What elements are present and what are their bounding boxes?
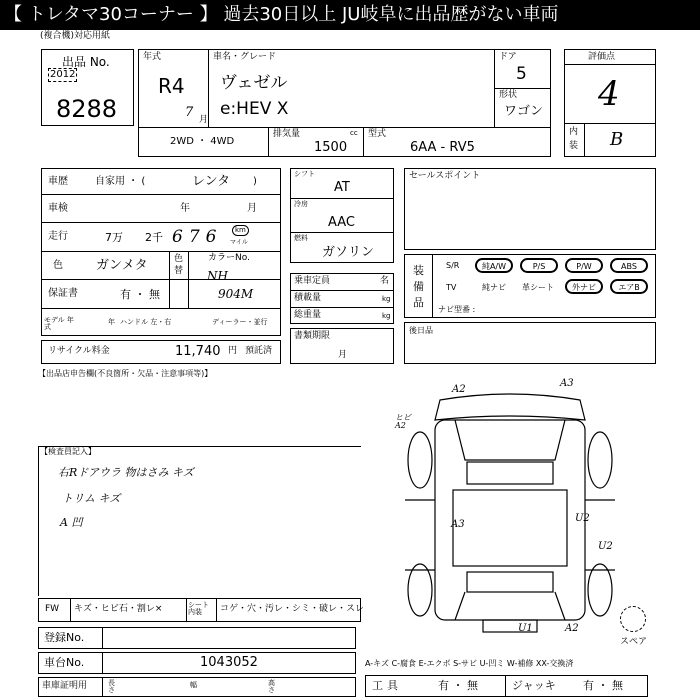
equipment-label-2: 備 (413, 280, 424, 293)
recycle-note: 預託済 (245, 346, 273, 356)
mark-6: U2 (598, 541, 613, 552)
handle: ハンドル 左・右 (120, 318, 172, 326)
name-label: 車名・グレード (213, 52, 277, 62)
seat-label: シート内装 (188, 601, 209, 616)
month: 7 (185, 105, 194, 120)
equip-pw: P/W (565, 258, 603, 273)
cc: cc (350, 129, 358, 137)
dealer: ディーラー・並行 (212, 318, 268, 326)
sales-point-label: セールスポイント (409, 171, 481, 181)
history-close: ) (253, 176, 257, 187)
seller-note-label: 【出品店申告欄(不良箇所・欠品・注意事項等)】 (38, 369, 213, 378)
mileage-label: 走行 (48, 231, 68, 242)
fw-items: キズ・ヒビ石・割レ× (74, 604, 163, 614)
history-selected: レンタ (192, 174, 231, 189)
km-unit: km (232, 225, 249, 236)
displacement: 1500 (314, 140, 348, 155)
inspector-label: 【検査員記入】 (40, 447, 96, 456)
nenshiki-label: 年式 (143, 52, 162, 62)
inspector-line-1: 右Rドアウラ 物はさみ キズ (58, 466, 194, 479)
damage-legend: A-キズ C-腐食 E-エクボ S-サビ U-凹ミ W-補修 XX-交換済 (365, 659, 574, 668)
score-label: 評価点 (588, 52, 616, 62)
chassis-row (38, 652, 356, 674)
mile-unit: マイル (230, 239, 248, 246)
load-unit: kg (382, 295, 391, 303)
mark-1: A2 (452, 384, 466, 395)
mark-7: U1 (518, 623, 533, 634)
mileage-hand: 676 (172, 227, 223, 247)
doors: 5 (516, 64, 527, 84)
shaken-year-unit: 年 (180, 203, 190, 214)
equip-leather: 革シート (522, 283, 554, 292)
ac: AAC (328, 215, 355, 230)
recycle-label: リサイクル料金 (48, 346, 110, 356)
mark-4: A3 (451, 519, 465, 530)
mark-8: A2 (565, 623, 579, 634)
shift: AT (334, 180, 350, 195)
equipment-label-1: 装 (413, 264, 424, 277)
lot-number: 8288 (56, 95, 118, 123)
model-year-unit: 年 (108, 318, 115, 326)
equip-ext-navi: 外ナビ (565, 279, 603, 294)
chassis-label: 車台No. (44, 656, 85, 669)
after-items-label: 後日品 (409, 326, 433, 335)
shorui-label: 書類期限 (294, 331, 331, 341)
shaken-label: 車検 (48, 203, 68, 214)
banner: 【 トレタマ30コーナー 】 過去30日以上 JU岐阜に出品歴がない車両 (0, 0, 700, 30)
after-items-box (404, 322, 656, 364)
equip-sr: S/R (446, 261, 460, 270)
registration-label: 登録No. (44, 631, 85, 644)
registration-row (38, 627, 356, 649)
equip-ps: P/S (520, 258, 558, 273)
mileage-man: 7万 (105, 231, 123, 244)
recycle-amount: 11,740 (175, 344, 221, 359)
interior-value: B (610, 129, 624, 150)
capacity-unit: 名 (380, 276, 390, 286)
shift-label: シフト (294, 170, 315, 178)
cert-label: 車庫証明用 (42, 681, 88, 691)
car-name: ヴェゼル (220, 73, 288, 93)
recycle-unit: 円 (228, 346, 238, 356)
equip-alloy-wheel: 純A/W (475, 258, 513, 273)
mark-2: A3 (560, 378, 574, 389)
top-note: (複合機)対応用紙 (40, 31, 111, 41)
cert-length: 長さ (108, 679, 115, 694)
shaken-month-unit: 月 (247, 203, 257, 214)
capacity-label: 乗車定員 (294, 276, 331, 286)
lot-year-code: 2012 (50, 69, 76, 80)
interior-label-2: 装 (569, 141, 579, 151)
history-options: 自家用 ・ ( (95, 176, 146, 187)
color-hand-1: NH (207, 269, 228, 283)
color-change-1: 色 (174, 254, 184, 264)
inspector-line-3: A 凹 (60, 516, 83, 529)
jack-label: ジャッキ (512, 679, 556, 692)
displacement-label: 排気量 (273, 129, 301, 139)
tools-value: 有 ・ 無 (438, 679, 478, 692)
shape-label: 形状 (499, 90, 518, 100)
warranty-options: 有 ・ 無 (120, 288, 160, 301)
lot-label: 出品 No. (62, 55, 110, 69)
door-label: ドア (499, 52, 517, 62)
month-unit: 月 (199, 115, 209, 125)
equip-airbag: エアB (610, 279, 648, 294)
history-label: 車歴 (48, 176, 68, 187)
mileage-sen: 2千 (145, 231, 163, 244)
fw-label: FW (45, 604, 60, 614)
interior-label-1: 内 (569, 127, 579, 137)
lot-box (41, 49, 134, 126)
warranty-label: 保証書 (48, 288, 78, 299)
chassis-number: 1043052 (200, 655, 258, 670)
inspector-line-2: トリム キズ (62, 492, 121, 505)
spare-tire-icon (620, 606, 646, 632)
spare-label: スペア (620, 637, 648, 647)
shape: ワゴン (504, 104, 544, 119)
jack-value: 有 ・ 無 (583, 679, 623, 692)
cert-width: 幅 (190, 681, 197, 689)
tools-label: 工具 (372, 679, 402, 692)
fuel-label: 燃料 (294, 234, 308, 242)
shorui-unit: 月 (338, 350, 348, 360)
load-label: 積載量 (294, 293, 322, 303)
car-grade: e:HEV X (220, 99, 289, 119)
drive: 2WD ・ 4WD (170, 136, 235, 147)
color-hand-2: 904M (218, 287, 254, 301)
mark-5: U2 (575, 513, 590, 524)
color-no-label: カラーNo. (208, 253, 250, 263)
color-label: 色 (53, 260, 63, 271)
equip-navi: 純ナビ (482, 283, 506, 292)
color-change-2: 替 (174, 266, 184, 276)
type-label: 型式 (368, 129, 387, 139)
equipment-label-3: 品 (413, 296, 424, 309)
score-value: 4 (598, 74, 620, 114)
equip-tv: TV (446, 283, 457, 292)
gross-unit: kg (382, 312, 391, 320)
navi-model-label: ナビ型番 : (438, 305, 476, 314)
era: R4 (158, 74, 185, 98)
color-value: ガンメタ (96, 258, 148, 273)
model-year-label: モデル 年式 (44, 316, 74, 331)
seat-items: コゲ・穴・汚レ・シミ・破レ・スレ (220, 604, 365, 614)
model-code: 6AA - RV5 (410, 140, 475, 155)
fuel: ガソリン (322, 245, 375, 260)
gross-label: 総重量 (294, 310, 322, 320)
ac-label: 冷房 (294, 200, 308, 208)
car-diagram (395, 380, 625, 640)
cert-height: 高さ (268, 679, 275, 694)
equip-abs: ABS (610, 258, 648, 273)
mark-3: ヒビ A2 (395, 413, 411, 430)
